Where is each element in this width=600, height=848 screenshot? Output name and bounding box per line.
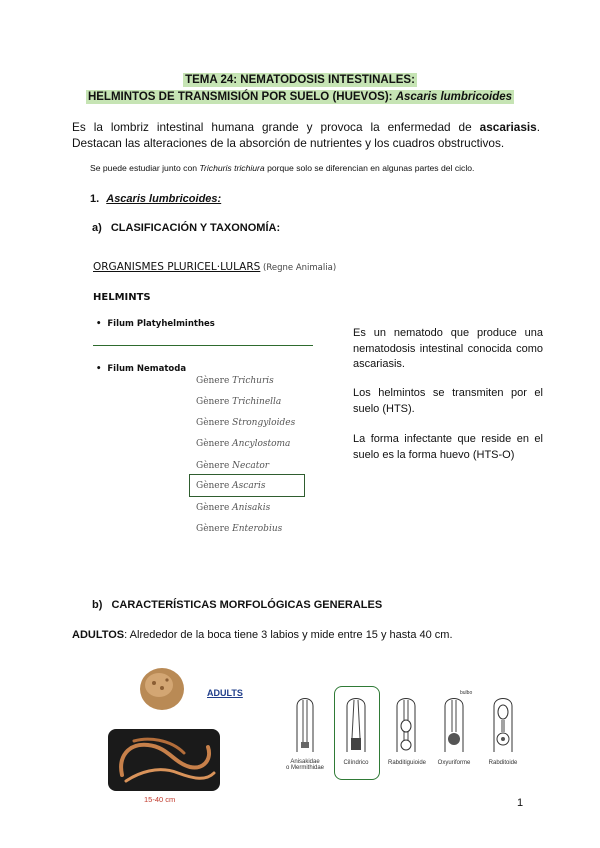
esophagus-diagram-5 xyxy=(490,692,516,754)
esophagus-diagram-2 xyxy=(343,692,369,754)
intro-text-1: Es la lombriz intestinal humana grande y provoca la enfermedad de xyxy=(72,120,480,134)
bullet-icon: • xyxy=(96,364,102,374)
adult-worms-icon xyxy=(108,729,220,791)
genus-name: Anisakis xyxy=(232,503,271,513)
filariform-esophagus-icon xyxy=(292,692,318,754)
page-number: 1 xyxy=(517,797,524,809)
section-1-heading xyxy=(90,193,221,205)
genus-prefix: Gènere xyxy=(196,481,230,491)
genus-prefix: Gènere xyxy=(196,376,230,386)
genus-prefix: Gènere xyxy=(196,524,230,534)
genus-prefix: Gènere xyxy=(196,397,230,407)
adults-line xyxy=(72,629,453,641)
taxonomy-group: HELMINTS xyxy=(93,292,151,303)
phylum-1-label: Filum Platyhelminthes xyxy=(107,319,215,329)
intro-paragraph xyxy=(72,119,540,151)
subsection-b-letter: b) xyxy=(92,599,103,611)
title-species: Ascaris lumbricoides xyxy=(395,91,513,103)
genus-name: Ascaris xyxy=(232,481,266,491)
worm-size-caption: 15-40 cm xyxy=(144,795,176,804)
subsection-a-title: CLASIFICACIÓN Y TAXONOMÍA: xyxy=(110,222,281,234)
subsection-a-letter: a) xyxy=(92,222,102,234)
adults-label: ADULTOS xyxy=(72,629,125,641)
taxonomy-kingdom: ORGANISMES PLURICEL·LULARS xyxy=(93,261,261,273)
genus-item xyxy=(196,439,290,449)
genus-name: Trichuris xyxy=(232,376,274,386)
note-text-2: porque solo se diferencian en algunas partes del ciclo. xyxy=(264,163,475,173)
genus-item xyxy=(196,376,274,386)
intro-bold: ascariasis xyxy=(479,120,537,134)
cylindrical-esophagus-icon xyxy=(343,692,369,754)
genus-item xyxy=(196,461,269,471)
genus-name: Ancylostoma xyxy=(232,439,291,449)
genus-prefix: Gènere xyxy=(196,461,230,471)
esophagus-caption: Oxyuriforme xyxy=(437,760,471,766)
esophagus-caption: Anisakidae o Mermithidae xyxy=(285,759,324,771)
adults-text: : Alrededor de la boca tiene 3 labios y mide entre 15 y hasta 40 cm. xyxy=(124,629,453,641)
worm-head-icon xyxy=(137,665,187,713)
section-1-title: Ascaris lumbricoides: xyxy=(106,193,222,205)
taxonomy-heading xyxy=(93,261,336,273)
genus-prefix: Gènere xyxy=(196,439,230,449)
intro-note xyxy=(90,163,474,173)
note-italic: Trichuris trichiura xyxy=(199,163,265,173)
adult-worms-photo xyxy=(108,729,220,791)
side-paragraph-3: La forma infectante que reside en el suelo es la forma huevo (HTS-O) xyxy=(353,433,543,461)
esophagus-diagram-4 xyxy=(441,692,467,754)
adults-figure-label: ADULTS xyxy=(207,688,243,698)
esophagus-caption: Rabditoide xyxy=(488,760,518,766)
title-main: HELMINTOS DE TRANSMISIÓN POR SUELO (HUEVOS): xyxy=(87,91,396,103)
genus-prefix: Gènere xyxy=(196,503,230,513)
taxonomy-kingdom-note: (Regne Animalia) xyxy=(260,263,337,273)
taxonomy-phylum-1 xyxy=(96,319,215,329)
subsection-a-heading xyxy=(92,222,280,234)
subsection-b-heading xyxy=(92,599,382,611)
esophagus-caption: Cilíndrico xyxy=(343,760,369,766)
genus-item xyxy=(196,397,281,407)
rhabditiform-esophagus-icon xyxy=(393,692,419,754)
section-1-number: 1. xyxy=(90,193,100,205)
esophagus-diagram-1 xyxy=(292,692,318,754)
esophagus-diagram-3 xyxy=(393,692,419,754)
intro-text-2: . Destacan las alteraciones de la absorción de nutrientes y los cuadros obstructivos. xyxy=(72,120,540,150)
title-line-2 xyxy=(0,91,600,103)
taxonomy-divider xyxy=(93,345,313,346)
genus-name: Necator xyxy=(232,461,270,471)
worm-head-photo xyxy=(137,665,187,713)
phylum-2-label: Filum Nematoda xyxy=(107,364,187,374)
subsection-b-title: CARACTERÍSTICAS MORFOLÓGICAS GENERALES xyxy=(111,599,383,611)
esophagus-caption: Rabditiguioide xyxy=(387,760,427,766)
oxyuriform-esophagus-icon xyxy=(441,692,467,754)
title-highlight xyxy=(86,90,514,104)
bullet-icon: • xyxy=(96,319,102,329)
genus-name: Enterobius xyxy=(232,524,283,534)
genus-name: Trichinella xyxy=(232,397,282,407)
side-paragraph-2: Los helmintos se transmiten por el suelo (HTS). xyxy=(353,387,543,415)
genus-item xyxy=(196,418,295,428)
title-line-1 xyxy=(0,74,600,86)
note-text-1: Se puede estudiar junto con xyxy=(90,163,200,173)
taxonomy-phylum-2 xyxy=(96,364,186,374)
bulb-note: bulbo xyxy=(460,690,473,696)
genus-prefix: Gènere xyxy=(196,418,230,428)
title-text: TEMA 24: NEMATODOSIS INTESTINALES: xyxy=(185,74,415,86)
side-paragraph-1: Es un nematodo que produce una nematodosis intestinal conocida como ascariasis. xyxy=(353,327,543,370)
genus-name: Strongyloides xyxy=(232,418,296,428)
rhabditoid-esophagus-icon xyxy=(490,692,516,754)
genus-item xyxy=(196,524,282,534)
genus-item xyxy=(196,503,270,513)
genus-item-ascaris xyxy=(196,481,265,491)
